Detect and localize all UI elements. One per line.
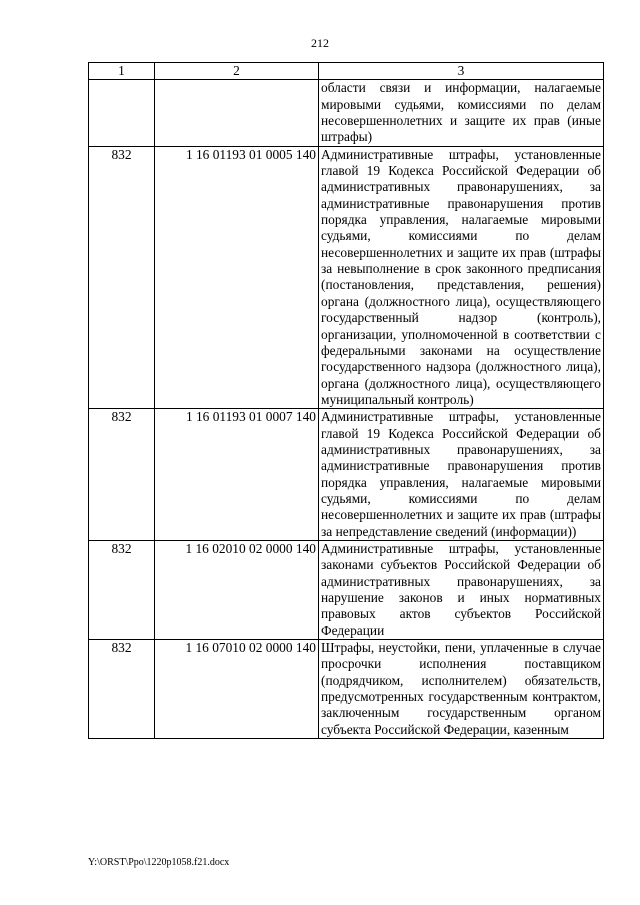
description-cell: Административные штрафы, установленные главой 19 Кодекса Российской Федерации об административных правонарушениях, за административные правонарушения против порядка управления, налагаемые мировыми судьями, комиссиями по делам несовершеннолетних и защите их прав (штрафы за невыполнение в срок законного предписания (постановления, представления, решения) органа (должностного лица), осуществляющего государственный надзор (контроль), организации, уполномоченной в соответствии с федеральными законами на осуществление государственного надзора (должностного лица), органа (должностного лица), осуществляющего муниципальный контроль) bbox=[319, 146, 604, 409]
budget-code-cell: 1 16 02010 02 0000 140 bbox=[155, 540, 319, 639]
budget-code-cell: 1 16 01193 01 0005 140 bbox=[155, 146, 319, 409]
admin-code-cell: 832 bbox=[89, 640, 155, 739]
table-row bbox=[89, 146, 604, 409]
page-number: 212 bbox=[311, 36, 329, 50]
table-header-row bbox=[89, 63, 604, 80]
admin-code-cell: 832 bbox=[89, 146, 155, 409]
column-header-2: 2 bbox=[155, 63, 319, 80]
admin-code-cell: 832 bbox=[89, 409, 155, 541]
column-header-3: 3 bbox=[319, 63, 604, 80]
budget-codes-table bbox=[88, 62, 604, 739]
column-header-1: 1 bbox=[89, 63, 155, 80]
budget-code-cell: 1 16 01193 01 0007 140 bbox=[155, 409, 319, 541]
table-row bbox=[89, 540, 604, 639]
description-cell: Административные штрафы, установленные законами субъектов Российской Федерации об административных правонарушениях, за нарушение законов и иных нормативных правовых актов субъектов Российской Федерации bbox=[319, 540, 604, 639]
table-row bbox=[89, 640, 604, 739]
admin-code-cell: 832 bbox=[89, 540, 155, 639]
file-path-footer: Y:\ORST\Ppo\1220p1058.f21.docx bbox=[88, 857, 230, 868]
admin-code-cell bbox=[89, 80, 155, 146]
budget-code-cell bbox=[155, 80, 319, 146]
description-cell: области связи и информации, налагаемые мировыми судьями, комиссиями по делам несовершеннолетних и защите их прав (иные штрафы) bbox=[319, 80, 604, 146]
table-row bbox=[89, 80, 604, 146]
description-cell: Административные штрафы, установленные главой 19 Кодекса Российской Федерации об административных правонарушениях, за административные правонарушения против порядка управления, налагаемые мировыми судьями, комиссиями по делам несовершеннолетних и защите их прав (штрафы за непредставление сведений (информации)) bbox=[319, 409, 604, 541]
description-cell: Штрафы, неустойки, пени, уплаченные в случае просрочки исполнения поставщиком (подрядчиком, исполнителем) обязательств, предусмотренных государственным контрактом, заключенным государственным органом субъекта Российской Федерации, казенным bbox=[319, 640, 604, 739]
table-row bbox=[89, 409, 604, 541]
budget-code-cell: 1 16 07010 02 0000 140 bbox=[155, 640, 319, 739]
